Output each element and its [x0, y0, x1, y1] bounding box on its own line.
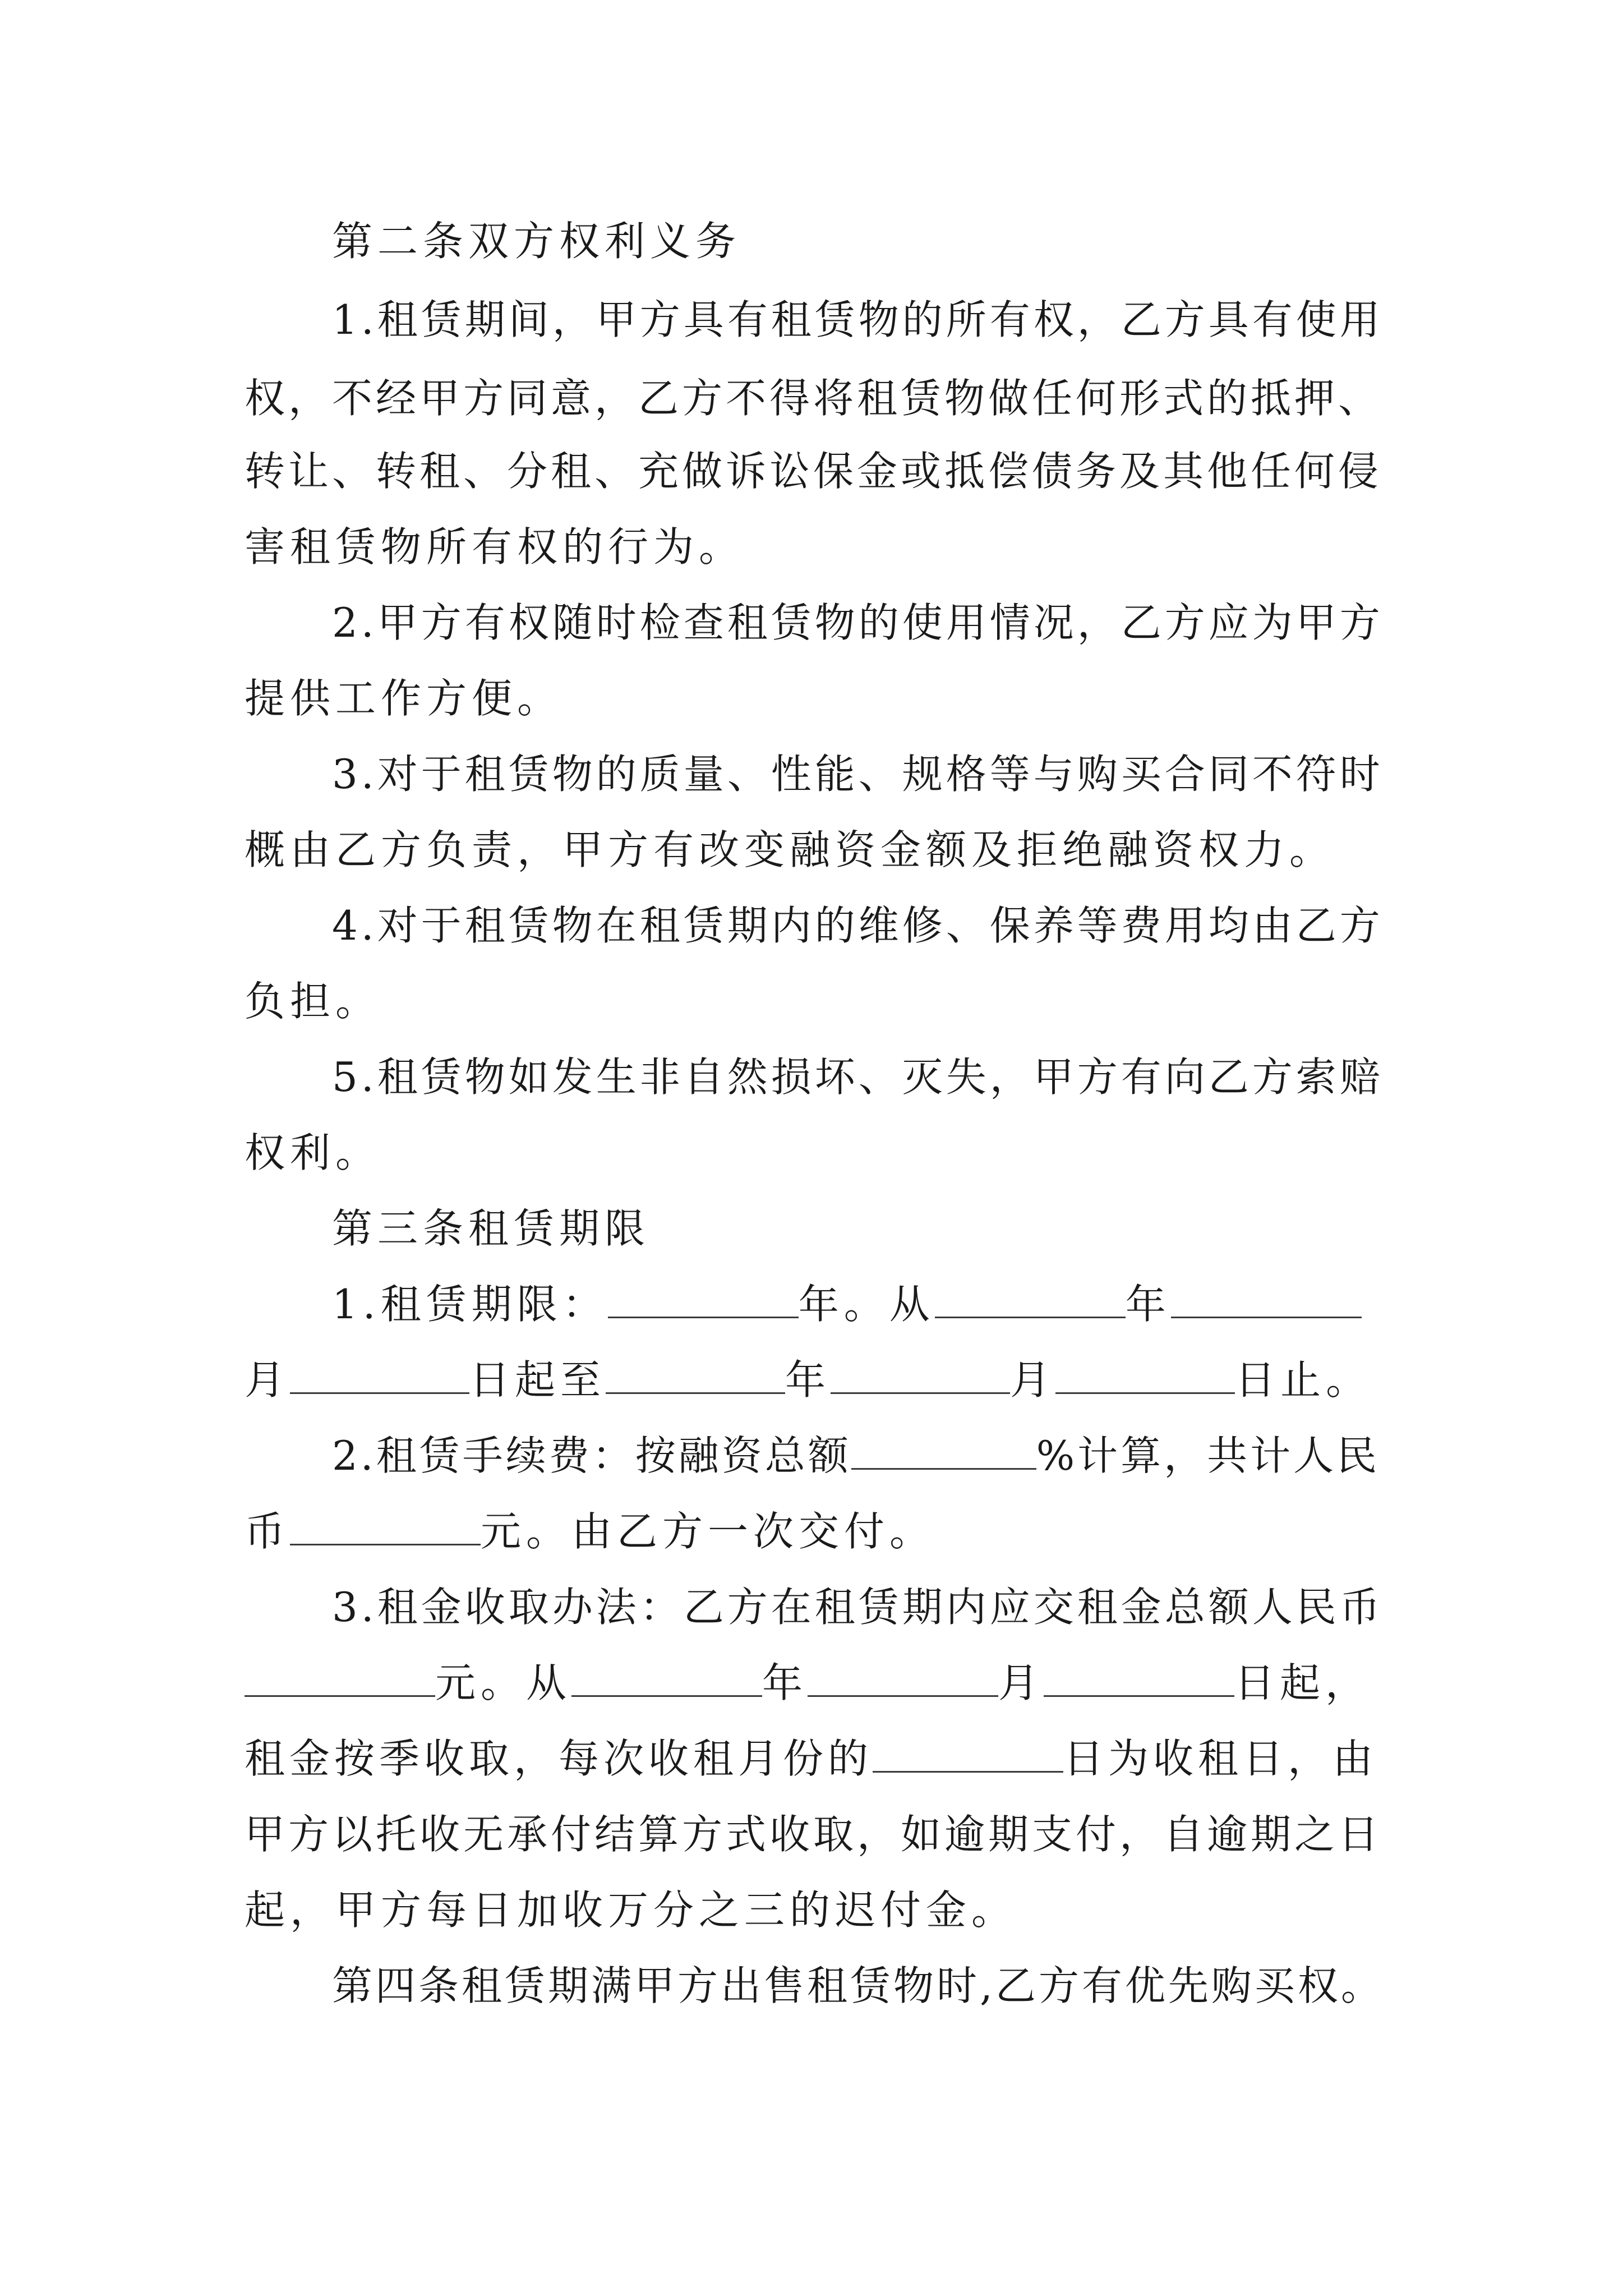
- fill-in-blank[interactable]: [831, 1352, 1010, 1394]
- paragraph-line: 甲方以托收无承付结算方式收取，如逾期支付，自逾期之日: [245, 1811, 1382, 1858]
- paragraph-line: 害租赁物所有权的行为。: [245, 523, 745, 570]
- paragraph-line: 3.租金收取办法：乙方在租赁期内应交租金总额人民币: [332, 1584, 1384, 1631]
- paragraph-line: 提供工作方便。: [245, 675, 563, 722]
- fill-in-blank[interactable]: [290, 1503, 481, 1545]
- fill-in-blank[interactable]: [290, 1352, 469, 1394]
- heading-article-2: 第二条双方权利义务: [332, 218, 741, 265]
- paragraph-line: 月 日起至 年 月 日止。: [245, 1352, 1371, 1408]
- fill-in-blank[interactable]: [851, 1428, 1036, 1470]
- fill-in-blank[interactable]: [606, 1352, 785, 1394]
- paragraph-line: 币 元。由乙方一次交付。: [245, 1503, 935, 1559]
- fill-in-blank[interactable]: [873, 1731, 1063, 1773]
- paragraph-line: 权，不经甲方同意，乙方不得将租赁物做任何形式的抵押、: [245, 375, 1382, 422]
- paragraph-line: 权利。: [245, 1129, 381, 1176]
- paragraph-line: 转让、转租、分租、充做诉讼保金或抵偿债务及其他任何侵: [245, 448, 1382, 495]
- fill-in-blank[interactable]: [608, 1276, 799, 1318]
- paragraph-line: 起，甲方每日加收万分之三的迟付金。: [245, 1887, 1017, 1934]
- paragraph-line: 元。从 年 月 日起，: [245, 1655, 1371, 1711]
- paragraph-line: 1.租赁期间，甲方具有租赁物的所有权，乙方具有使用: [332, 296, 1384, 343]
- paragraph-line: 概由乙方负责，甲方有改变融资金额及拒绝融资权力。: [245, 826, 1335, 873]
- paragraph-line: 5.租赁物如发生非自然损坏、灭失，甲方有向乙方索赔: [332, 1053, 1384, 1101]
- fill-in-blank[interactable]: [1171, 1276, 1362, 1318]
- heading-article-4: 第四条租赁期满甲方出售租赁物时,乙方有优先购买权。: [332, 1962, 1384, 2009]
- fill-in-blank[interactable]: [808, 1655, 998, 1697]
- fill-in-blank[interactable]: [571, 1655, 762, 1697]
- paragraph-line: 负担。: [245, 978, 381, 1025]
- heading-article-3: 第三条租赁期限: [332, 1205, 651, 1252]
- paragraph-line: 4.对于租赁物在租赁期内的维修、保养等费用均由乙方: [332, 902, 1384, 949]
- paragraph-line: 2.租赁手续费：按融资总额 %计算，共计人民: [332, 1428, 1380, 1484]
- fill-in-blank[interactable]: [1055, 1352, 1235, 1394]
- fill-in-blank[interactable]: [1044, 1655, 1234, 1697]
- fill-in-blank[interactable]: [935, 1276, 1126, 1318]
- paragraph-line: 1.租赁期限： 年。从 年: [332, 1276, 1362, 1332]
- paragraph-line: 2.甲方有权随时检查租赁物的使用情况，乙方应为甲方: [332, 599, 1384, 646]
- paragraph-line: 租金按季收取，每次收租月份的 日为收租日，由: [245, 1731, 1377, 1787]
- fill-in-blank[interactable]: [245, 1655, 435, 1697]
- paragraph-line: 3.对于租赁物的质量、性能、规格等与购买合同不符时: [332, 751, 1384, 798]
